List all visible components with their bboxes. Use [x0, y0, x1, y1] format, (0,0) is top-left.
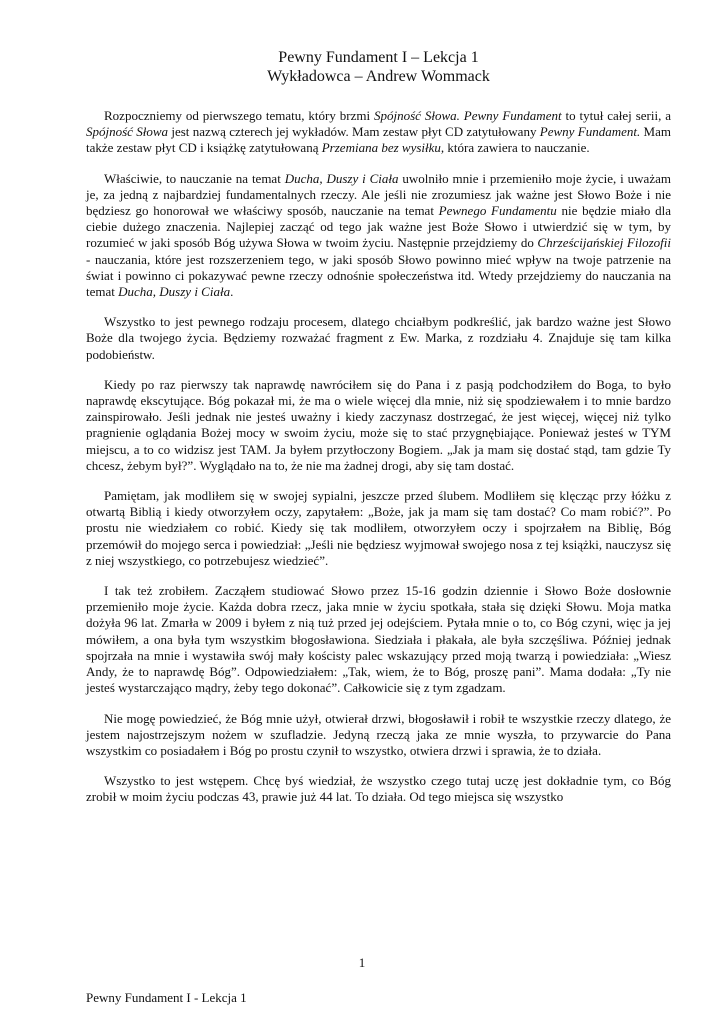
text-run: Wszystko to jest wstępem. Chcę byś wiedział, że wszystko czego tutaj uczę jest dokładnie tym, co Bóg zrobił w moim życiu podczas 43, prawie już 44 lat. To działa. Od tego miejsca się wszystko — [86, 773, 671, 805]
text-run: Mam także zestaw płyt CD i książkę zatytułowaną — [86, 124, 671, 156]
paragraph — [86, 314, 671, 363]
italic-text-run: Ducha, Duszy i Ciała — [118, 284, 231, 300]
text-run: Wszystko to jest pewnego rodzaju procesem, dlatego chciałbym podkreślić, jak bardzo ważne jest Słowo Boże dla twojego życia. Będziemy rozważać fragment z Ew. Marka, z rozdziału 4. Znajduje się tam kilka podobieństw. — [86, 314, 671, 362]
italic-text-run: Chrześcijańskiej Filozofii — [537, 235, 671, 251]
paragraph — [86, 108, 671, 157]
text-run: Pamiętam, jak modliłem się w swojej sypialni, jeszcze przed ślubem. Modliłem się klęcząc przy łóżku z otwartą Biblią i kiedy otworzyłem oczy, zapytałem: „Boże, jak ja mam się tam dostać? Co mam robić?”. Po prostu nie wiedziałem co robić. Kiedy się tak modliłem, otworzyłem oczy i spojrzałem na Biblię, Bóg przemówił do mojego serca i powiedział: „Jeśli nie będziesz wyjmował swojego nosa z tej książki, nauczysz się z niej wszystkiego, co potrzebujesz wiedzieć”. — [86, 488, 671, 568]
italic-text-run: Spójność Słowa. Pewny Fundament — [374, 108, 562, 123]
text-run: Kiedy po raz pierwszy tak naprawdę nawróciłem się do Pana i z pasją podchodziłem do Boga, to było naprawdę ekscytujące. Bóg pokazał mi, że ma o wiele więcej dla mnie, niż się spodziewałem i to mnie bardzo zainspirowało. Jeśli jednak nie jesteś uważny i kiedy zaczynasz dostrzegać, że jest więcej, więcej niż tylko pragnienie oglądania Bożej mocy w swoim życiu, może się to stać przygnębiające. Ponieważ jesteś w TYM miejscu, a to co widzisz jest TAM. Ja byłem przytłoczony Bogiem. „Jak ja mam się dostać stąd, tam gdzie Ty chcesz, żebym był?”. Wyglądało na to, że nie ma żadnej drogi, aby się tam dostać. — [86, 376, 671, 473]
paragraph — [86, 377, 671, 474]
text-run: Właściwie, to nauczanie na temat — [104, 170, 285, 186]
text-run: I tak też zrobiłem. Zacząłem studiować Słowo przez 15-16 godzin dziennie i Słowo Boże dosłownie przemieniło moje życie. Każda dobra rzecz, jaka mnie w życiu spotkała, stała się dzięki Słowu. Moja matka dożyła 96 lat. Zmarła w 2009 i byłem z nią tuż przed jej odejściem. Pytała mnie o to, co Bóg czyni, więc ja jej mówiłem, a ona była tym wszystkim błogosławiona. Siedziała i płakała, ale była szczęśliwa. Później jednak spojrzała na mnie i wystawiła swój mały kościsty palec wskazujący przed moją twarzą i powiedziała: „Wiesz Andy, że to naprawdę Bóg”. Odpowiedziałem: „Tak, wiem, że to Bóg, proszę pani”. Mama dodała: „Ty nie jesteś wystarczająco mądry, żeby tego dokonać”. Całkowicie się z tym zgadzam. — [86, 583, 671, 696]
text-run: Rozpoczniemy od pierwszego tematu, który brzmi — [104, 108, 375, 123]
document-body — [86, 108, 671, 806]
title-line-2: Wykładowca – Andrew Wommack — [267, 68, 490, 85]
italic-text-run: Przemiana bez wysiłku, — [321, 140, 445, 156]
paragraph — [86, 488, 671, 569]
italic-text-run: Pewnego Fundamentu — [438, 203, 557, 219]
text-run: Nie mogę powiedzieć, że Bóg mnie użył, otwierał drzwi, błogosławił i robił te wszystkie rzeczy dlatego, że jestem najostrzejszym nożem w szufladzie. Jedyną rzeczą jaka ze mnie wyszła, to przywarcie do Pana wszystkim co posiadałem i Bóg po prostu czynił to wszystko, otwiera drzwi i sprawia, że to działa. — [86, 710, 671, 758]
paragraph — [86, 171, 671, 301]
paragraph — [86, 711, 671, 760]
text-run: uwolniło mnie i przemieniło moje życie, i uważam je, za jedną z najbardziej fundamentalnych rzeczy. Ale jeśli nie zrozumiesz jak ważne jest Słowo Boże i nie będziesz go honorował we właściwy sposób, nauczanie na temat — [86, 170, 671, 219]
text-run: to tytuł całej serii, a — [561, 108, 671, 123]
paragraph — [86, 773, 671, 805]
text-run: jest nazwą czterech jej wykładów. Mam zestaw płyt CD zatytułowany — [168, 124, 540, 140]
text-run: która zawiera to nauczanie. — [444, 140, 590, 156]
text-run: - nauczania, które jest rozszerzeniem tego, w jaki sposób Słowo powinno mieć wpływ na twoje patrzenie na świat i powinno ci pokazywać pewne rzeczy odnośnie społeczeństwa itd. Wtedy przejdziemy do nauczania na temat — [86, 251, 671, 300]
italic-text-run: Pewny Fundament. — [539, 124, 641, 140]
document-page — [86, 48, 671, 820]
text-run: . — [230, 284, 234, 300]
italic-text-run: Spójność Słowa — [86, 124, 169, 140]
title-line-1: Pewny Fundament I – Lekcja 1 — [278, 49, 479, 66]
page-number: 1 — [358, 955, 366, 970]
italic-text-run: Ducha, Duszy i Ciała — [284, 170, 399, 186]
text-run: nie będzie miało dla ciebie dużego znaczenia. Najlepiej zacząć od tego jak ważne jest Boże Słowo i utwierdzić się w tym, by rozumieć w jaki sposób Bóg używa Słowa w twoim życiu. Następnie przejdziemy do — [86, 203, 671, 251]
page-footer: Pewny Fundament I - Lekcja 1 — [86, 990, 247, 1005]
paragraph — [86, 583, 671, 696]
document-title — [86, 48, 671, 86]
